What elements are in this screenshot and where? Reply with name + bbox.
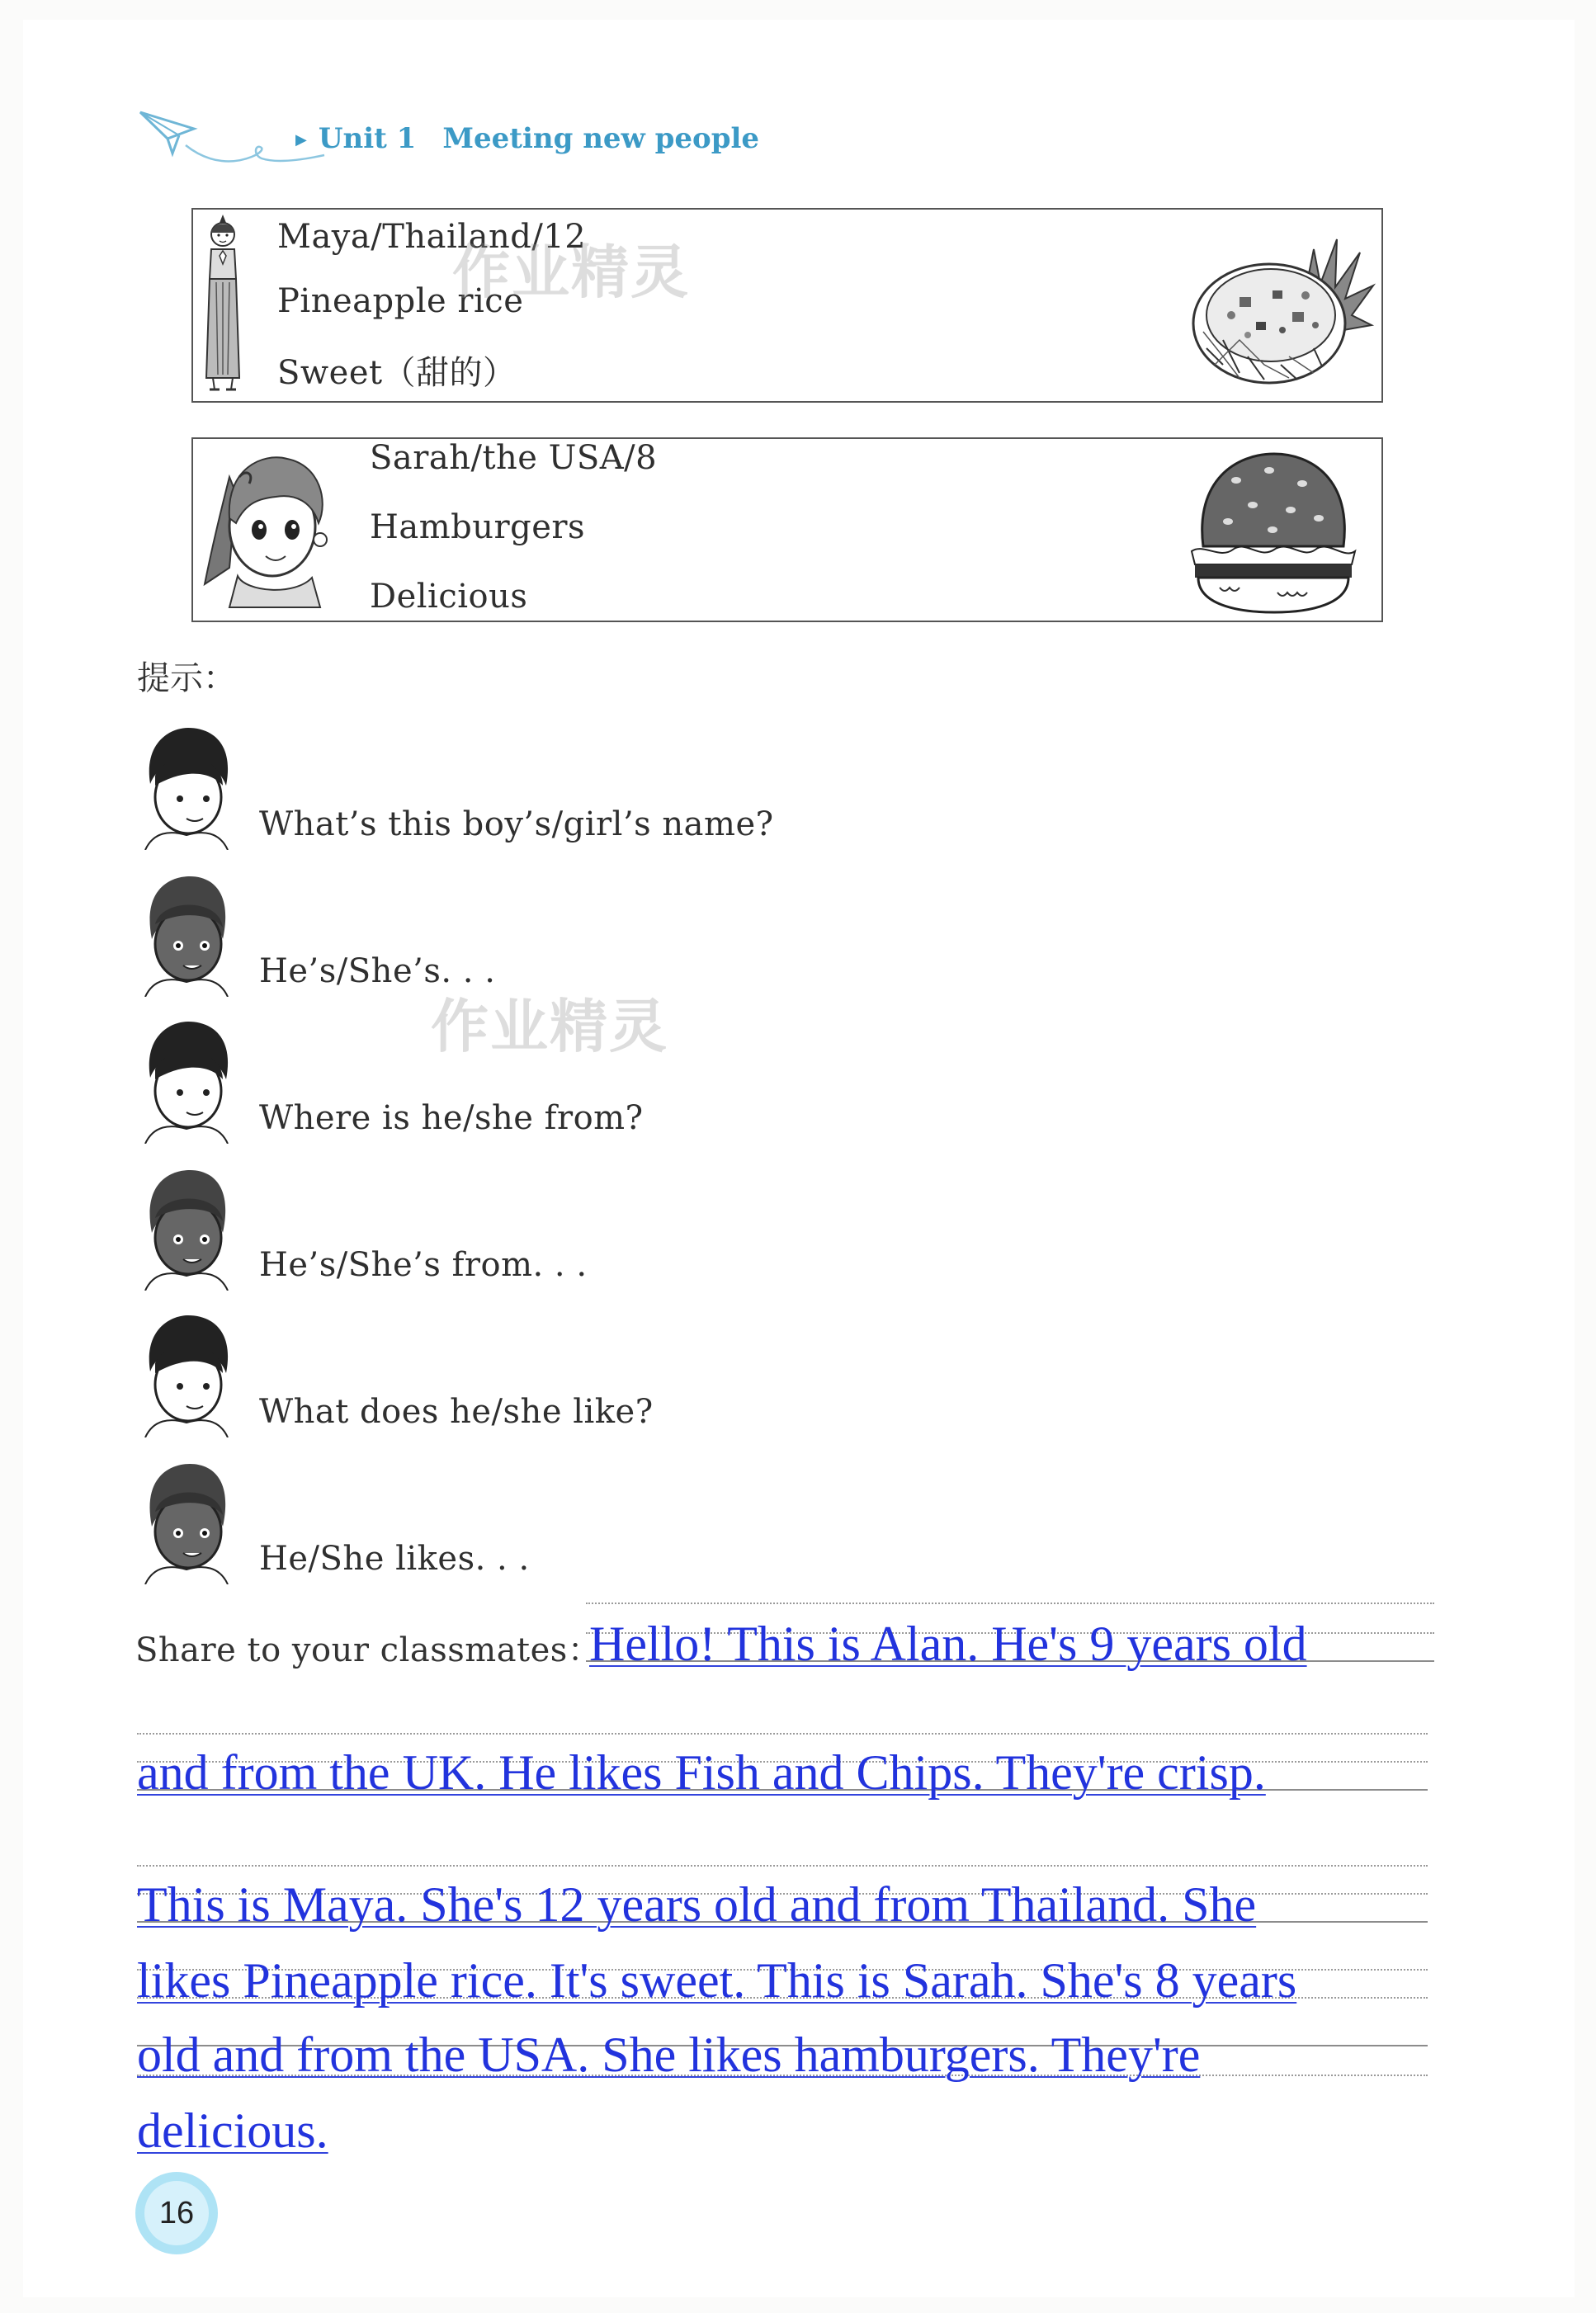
dialog-line	[137, 873, 1210, 997]
dialog-text-5: What does he/she like?	[259, 1393, 654, 1431]
page-number-badge	[135, 2172, 218, 2254]
sarah-food: Hamburgers	[370, 508, 586, 546]
answer-line-5: old and from the USA. She likes hamburgers. They're	[137, 2027, 1201, 2082]
profile-card-sarah	[191, 437, 1383, 622]
dialog-text-1: What’s this boy’s/girl’s name?	[259, 805, 774, 843]
unit-number: Unit 1	[318, 122, 417, 155]
answer-line-6: delicious.	[137, 2103, 328, 2158]
boy-avatar-icon	[137, 873, 236, 997]
boy-avatar-icon	[137, 1461, 236, 1584]
writing-rule	[586, 1603, 1434, 1604]
maya-food: Pineapple rice	[277, 282, 524, 320]
dialog-line	[137, 1314, 1210, 1437]
hint-label: 提示：	[137, 659, 236, 697]
dialog-line	[137, 726, 1210, 850]
maya-info: Maya/Thailand/12	[277, 218, 587, 256]
profile-card-maya	[191, 208, 1383, 403]
sarah-girl-illustration	[196, 444, 337, 609]
answer-line-3: This is Maya. She's 12 years old and from Thailand. She	[137, 1877, 1257, 1932]
watermark-middle: 作业精灵	[431, 993, 668, 1060]
dialog-text-3: Where is he/she from?	[259, 1099, 644, 1137]
answer-line-4: likes Pineapple rice. It's sweet. This is Sarah. She's 8 years	[137, 1953, 1297, 2008]
pineapple-rice-illustration	[1190, 233, 1376, 389]
boy-avatar-icon	[137, 726, 236, 850]
unit-header	[295, 122, 759, 155]
answer-line-1: Hello! This is Alan. He's 9 years old	[589, 1617, 1307, 1671]
sarah-taste: Delicious	[370, 578, 528, 616]
dialog-line	[137, 1461, 1210, 1584]
dialog-line	[137, 1020, 1210, 1144]
maya-taste: Sweet（甜的）	[277, 354, 517, 392]
dialog-text-4: He’s/She’s from. . .	[259, 1246, 588, 1284]
watermark-top: 作业精灵	[452, 238, 690, 306]
unit-title: Meeting new people	[442, 122, 760, 155]
triangle-bullet-icon: ▶	[295, 131, 307, 149]
boy-avatar-icon	[137, 1020, 236, 1144]
answer-line-2: and from the UK. He likes Fish and Chips. They're crisp.	[137, 1745, 1266, 1800]
hamburger-illustration	[1187, 447, 1360, 616]
boy-avatar-icon	[137, 1314, 236, 1437]
sarah-info: Sarah/the USA/8	[370, 439, 658, 477]
dialog-line	[137, 1167, 1210, 1291]
dialog-text-6: He/She likes. . .	[259, 1540, 530, 1578]
thai-girl-illustration	[198, 213, 248, 396]
page-number: 16	[144, 2181, 209, 2245]
dialog-text-2: He’s/She’s. . .	[259, 952, 496, 990]
writing-rule	[137, 1733, 1428, 1735]
share-label: Share to your classmates：	[135, 1631, 602, 1669]
boy-avatar-icon	[137, 1167, 236, 1291]
writing-rule	[137, 1865, 1428, 1867]
